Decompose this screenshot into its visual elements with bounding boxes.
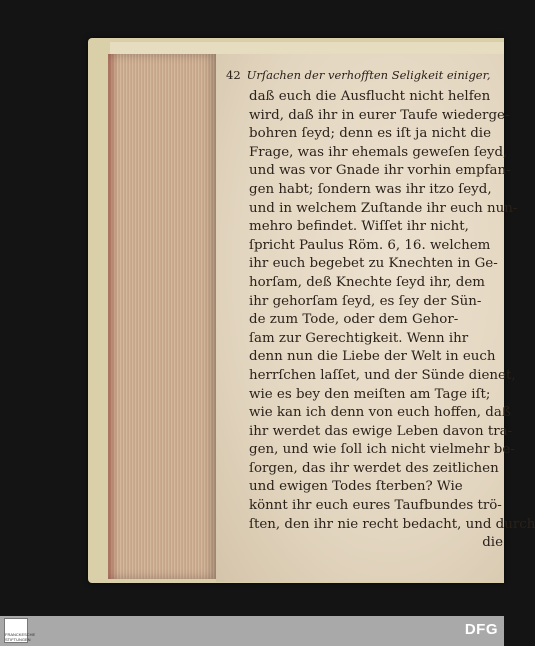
text-line: gen, und wie ſoll ich nicht vielmehr be- [249,442,515,458]
running-head: Urſachen der verhofften Seligkeit einiger, [246,68,491,82]
text-line: ihr werdet das ewige Leben davon tra- [249,423,513,439]
text-line: wie kan ich denn von euch hoffen, daß [249,405,511,421]
page-body [249,88,535,553]
text-line: ſam zur Gerechtigkeit. Wenn ihr [249,330,469,346]
text-line: ihr euch begebet zu Knechten in Ge- [249,256,498,272]
text-line: daß euch die Ausflucht nicht helfen [249,89,491,104]
text-line: bohren ſeyd; denn es iſt ja nicht die [249,126,492,142]
text-line: mehro befindet. Wiſſet ihr nicht, [249,219,469,235]
text-line: de zum Tode, oder dem Gehor- [249,312,459,328]
text-line: herrſchen laſſet, und der Sünde dienet, [249,367,516,383]
text-line: ihr gehorſam ſeyd, es ſey der Sün- [249,293,482,309]
catchword: die [482,535,503,551]
text-line: ſten, den ihr nie recht bedacht, und durch [249,516,535,532]
franckesche-stiftungen-logo[interactable] [4,618,36,643]
text-line: gen habt; ſondern was ihr itzo ſeyd, [249,181,492,197]
text-line: wird, daß ihr in eurer Taufe wiederge- [249,107,510,123]
text-line: und ewigen Todes ſterben? Wie [249,479,463,495]
text-line: ſorgen, das ihr werdet des zeitlichen [249,460,499,476]
page-number: 42 [226,68,241,82]
text-line: und in welchem Zuſtande ihr euch nun- [249,200,518,216]
text-line: ſpricht Paulus Röm. 6, 16. welchem [249,237,491,253]
text-line: und was vor Gnade ihr vorhin empfan- [249,163,511,179]
page-edges [108,54,218,579]
text-line: horſam, deß Knechte ſeyd ihr, dem [249,274,485,290]
text-line: Frage, was ihr ehemals geweſen ſeyd, [249,144,508,160]
text-line: denn nun die Liebe der Welt in euch [249,349,496,365]
dfg-logo[interactable]: DFG [464,621,498,638]
text-line: wie es bey den meiſten am Tage iſt; [249,386,491,402]
viewer-footer [0,616,504,646]
logo-text: FRANCKESCHE STIFTUNGEN [5,632,36,642]
book-page [216,54,535,582]
text-line: könnt ihr euch eures Taufbundes trö- [249,498,502,514]
page-header [226,68,498,82]
